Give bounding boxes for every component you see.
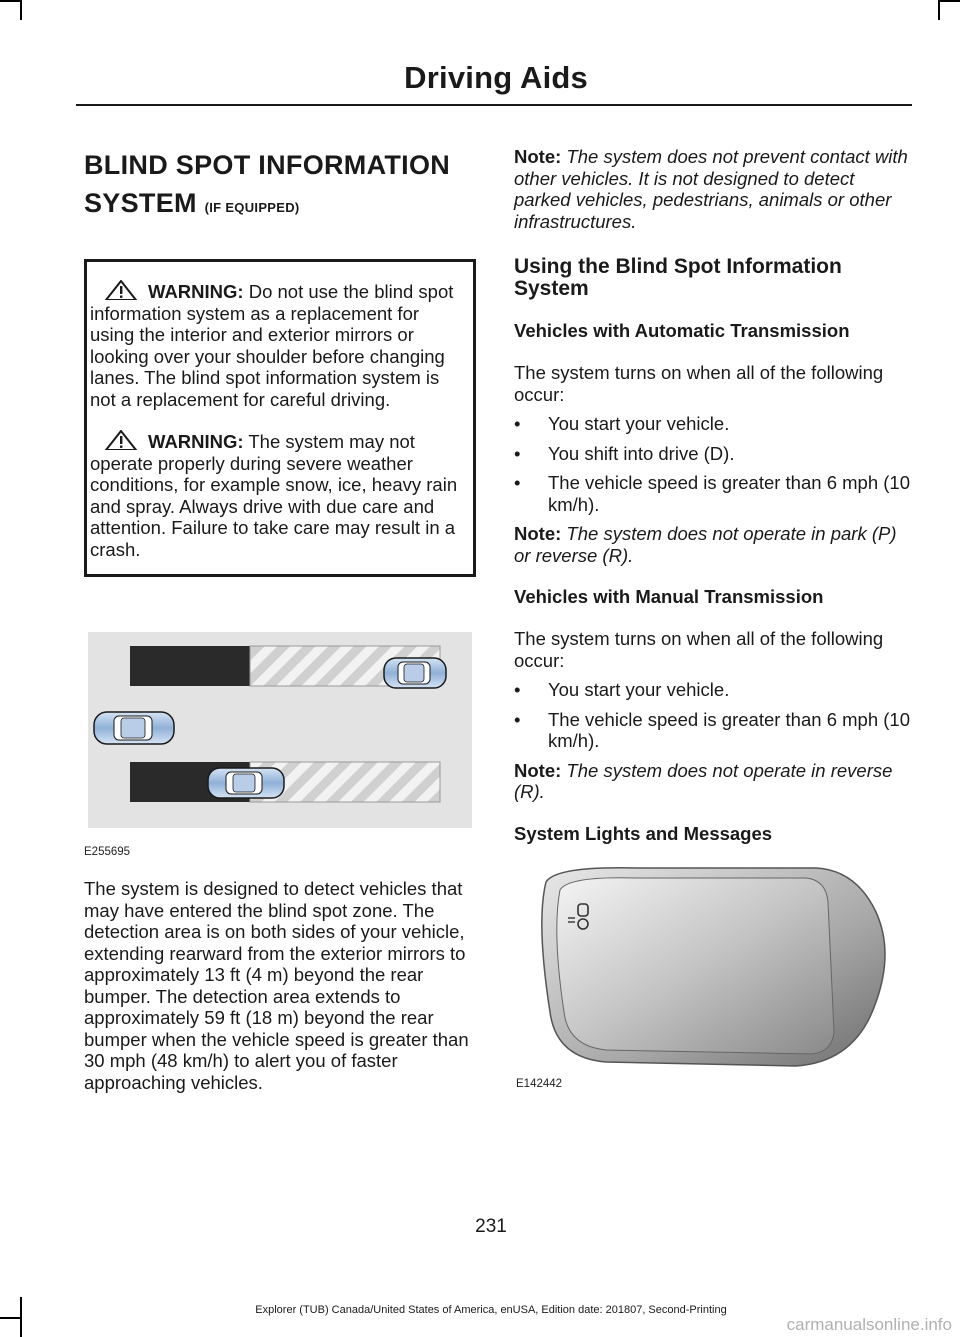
- side-mirror-illustration: [516, 862, 896, 1072]
- section-heading-suffix: (IF EQUIPPED): [204, 200, 300, 215]
- crop-mark: [20, 0, 22, 20]
- section-heading-main: BLIND SPOT INFORMATION SYSTEM: [84, 150, 451, 218]
- system-lights-heading: System Lights and Messages: [514, 822, 773, 844]
- note-3: [514, 760, 910, 803]
- warning-2: [90, 430, 465, 560]
- automatic-transmission-heading: Vehicles with Automatic Transmission: [514, 320, 850, 341]
- manual-transmission-heading: Vehicles with Manual Transmission: [514, 586, 824, 607]
- page-number: 231: [475, 1216, 507, 1237]
- list-item: • You shift into drive (D).: [514, 443, 910, 465]
- mirror-figure: [516, 862, 896, 1092]
- section-heading: [84, 146, 474, 227]
- header-divider: [76, 104, 912, 106]
- note-label: Note:: [514, 523, 562, 544]
- note-text: The system does not prevent contact with other vehicles. It is not designed to detect parked vehicles, pedestrians, animals or other infrastructures.: [514, 146, 908, 232]
- car-icon: [208, 768, 284, 798]
- warning-box: [84, 259, 476, 577]
- list-item: • The vehicle speed is greater than 6 mph (10 km/h).: [514, 709, 910, 752]
- note-label: Note:: [514, 146, 562, 167]
- note-text: The system does not operate in park (P) or reverse (R).: [514, 523, 897, 566]
- page-title: Driving Aids: [404, 60, 588, 95]
- crop-mark: [940, 0, 960, 2]
- figure-code: E255695: [84, 846, 131, 858]
- warning-triangle-icon: [90, 430, 148, 450]
- warning-triangle-icon: [90, 280, 148, 300]
- car-icon: [384, 658, 446, 688]
- warning-1-label: WARNING:: [148, 281, 244, 302]
- watermark: carmanualsonline.info: [786, 1315, 952, 1334]
- warning-1: [90, 280, 465, 410]
- warning-2-label: WARNING:: [148, 431, 244, 452]
- crop-mark: [20, 1297, 22, 1337]
- car-icon: [94, 712, 174, 744]
- warning-2-text: The system may not operate properly during severe weather conditions, for example snow, ice, heavy rain and spray. Always drive with due care and attention. Failure to take care may result in a crash.: [90, 431, 458, 560]
- warning-1-text: Do not use the blind spot information system as a replacement for using the interior and exterior mirrors or looking over your shoulder before changing lanes. The blind spot information system is not a replacement for careful driving.: [90, 281, 454, 410]
- automatic-intro: The system turns on when all of the following occur:: [514, 362, 884, 405]
- note-label: Note:: [514, 759, 562, 781]
- figure-code: E142442: [516, 1078, 563, 1090]
- blind-spot-zone-diagram: [88, 632, 472, 828]
- list-item: • You start your vehicle.: [514, 413, 910, 435]
- detection-zone-near: [130, 646, 250, 686]
- edition-footer: Explorer (TUB) Canada/United States of America, enUSA, Edition date: 201807, Second-Printing: [255, 1304, 727, 1316]
- crop-mark: [0, 0, 20, 2]
- crop-mark: [938, 0, 940, 20]
- note-2: [514, 523, 910, 566]
- manual-intro: The system turns on when all of the following occur:: [514, 628, 884, 671]
- manual-conditions-list: [514, 679, 910, 752]
- crop-mark: [0, 1317, 20, 1319]
- list-item: • You start your vehicle.: [514, 679, 910, 701]
- using-system-heading: Using the Blind Spot Information System: [514, 255, 842, 300]
- blind-spot-zone-figure: [84, 632, 472, 858]
- left-column: [84, 146, 474, 577]
- list-item: • The vehicle speed is greater than 6 mph (10 km/h).: [514, 472, 910, 515]
- note-1: [514, 146, 910, 232]
- note-text: The system does not operate in reverse (R).: [514, 759, 893, 802]
- right-column: [514, 146, 910, 845]
- detection-description: The system is designed to detect vehicles that may have entered the blind spot zone. The detection area is on both sides of your vehicle, extending rearward from the exterior mirrors to approximately 13 ft (4 m) beyond the rear bumper. The detection area extends to approximately 59 ft (18 m) beyond the rear bumper when the vehicle speed is greater than 30 mph (48 km/h) to alert you of faster approaching vehicles.: [84, 878, 469, 1093]
- automatic-conditions-list: [514, 413, 910, 515]
